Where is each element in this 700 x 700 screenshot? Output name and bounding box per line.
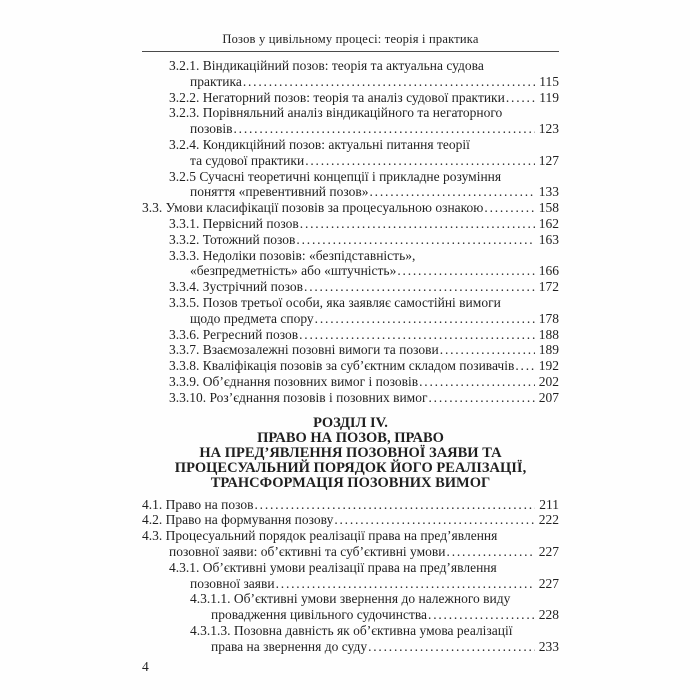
toc-entry-line: [142, 358, 559, 374]
toc-entry-line: [142, 390, 559, 406]
page-content: [142, 32, 559, 675]
toc-entry: [142, 623, 559, 655]
toc-page-number: 227: [538, 575, 559, 591]
toc-entry-text: 3.2.2. Негаторний позов: теорія та аналіз судової практики: [169, 89, 505, 105]
toc-entry-line: [142, 200, 559, 216]
toc-page-number: 133: [538, 184, 559, 200]
dot-leader: [300, 216, 535, 232]
toc-entry-text: 4.2. Право на формування позову: [142, 512, 334, 528]
toc-entry-line: [142, 216, 559, 232]
toc-entry-text: 3.3.6. Регресний позов: [169, 326, 299, 342]
toc-entry: [142, 528, 559, 560]
toc-page-number: 172: [538, 279, 559, 295]
toc-entry-line: [142, 342, 559, 358]
toc-entry: [142, 200, 559, 216]
toc-entry: [142, 58, 559, 90]
dot-leader: [304, 279, 535, 295]
toc-entry-text: «безпредметність» або «штучність»: [190, 263, 397, 279]
toc-entry-text: позовів: [190, 121, 233, 137]
toc-entry-line: [142, 137, 559, 153]
toc-entry: [142, 327, 559, 343]
toc-entry-line: [142, 311, 559, 327]
dot-leader: [397, 263, 534, 279]
toc-entry: [142, 105, 559, 137]
toc-entry: [142, 497, 559, 513]
toc-page-number: 119: [539, 89, 559, 105]
toc-entry-line: [142, 248, 559, 264]
toc-entry: [142, 232, 559, 248]
chapter-heading: [142, 416, 559, 492]
chapter-heading-line: ПРОЦЕСУАЛЬНИЙ ПОРЯДОК ЙОГО РЕАЛІЗАЦІЇ,: [174, 460, 527, 477]
table-of-contents: [142, 58, 559, 655]
toc-entry-text: 3.3.7. Взаємозалежні позовні вимоги та позови: [169, 342, 439, 358]
chapter-heading-line: НА ПРЕД’ЯВЛЕННЯ ПОЗОВНОЇ ЗАЯВИ ТА: [199, 444, 502, 461]
toc-entry-text: 4.3.1.3. Позовна давність як об’єктивна умова реалізації: [190, 622, 513, 638]
toc-page-number: 163: [538, 231, 559, 247]
dot-leader: [334, 512, 534, 528]
toc-entry-line: [142, 374, 559, 390]
toc-entry-line: [142, 639, 559, 655]
toc-entry-line: [142, 512, 559, 528]
toc-entry-text: 3.3.3. Недоліки позовів: «безпідставність»,: [169, 247, 416, 263]
page-number-footer: 4: [142, 658, 149, 674]
toc-entry-text: 4.3.1.1. Об’єктивні умови звернення до належного виду: [190, 591, 511, 607]
toc-entry: [142, 90, 559, 106]
toc-entry-line: [142, 232, 559, 248]
dot-leader: [370, 184, 535, 200]
toc-entry: [142, 512, 559, 528]
toc-entry: [142, 374, 559, 390]
toc-entry: [142, 560, 559, 592]
chapter-heading-line: ТРАНСФОРМАЦІЯ ПОЗОВНИХ ВИМОГ: [210, 475, 491, 492]
toc-entry-line: [142, 327, 559, 343]
toc-entry-text: 3.3.8. Кваліфікація позовів за суб’єктним складом позивачів: [169, 358, 515, 374]
chapter-heading-line: ПРАВО НА ПОЗОВ, ПРАВО: [257, 429, 444, 446]
toc-entry-text: 3.3.10. Роз’єднання позовів і позовних вимог: [169, 389, 428, 405]
dot-leader: [419, 374, 535, 390]
dot-leader: [447, 544, 535, 560]
toc-page-number: 127: [538, 152, 559, 168]
toc-page-number: 233: [538, 638, 559, 654]
toc-page-number: 188: [538, 326, 559, 342]
toc-entry-text: 3.3.4. Зустрічний позов: [169, 279, 304, 295]
toc-page-number: 115: [539, 73, 559, 89]
header-rule: [142, 51, 559, 52]
dot-leader: [440, 342, 535, 358]
toc-entry-line: [142, 90, 559, 106]
toc-entry-text: та судової практики: [190, 152, 305, 168]
dot-leader: [296, 232, 534, 248]
toc-page-number: 178: [538, 310, 559, 326]
dot-leader: [506, 90, 535, 106]
toc-entry-text: практика: [190, 73, 242, 89]
toc-entry-text: 3.2.1. Віндикаційний позов: теорія та актуальна судова: [169, 58, 484, 73]
toc-entry: [142, 169, 559, 201]
toc-entry-text: 3.3.1. Первісний позов: [169, 215, 299, 231]
dot-leader: [233, 121, 534, 137]
toc-entry-text: провадження цивільного судочинства: [211, 607, 428, 623]
toc-page-number: 162: [538, 215, 559, 231]
toc-entry-line: [142, 184, 559, 200]
toc-page-number: 189: [538, 342, 559, 358]
dot-leader: [305, 153, 535, 169]
dot-leader: [515, 358, 534, 374]
toc-page-number: 202: [538, 373, 559, 389]
dot-leader: [429, 390, 535, 406]
toc-entry: [142, 216, 559, 232]
toc-page-number: 207: [538, 389, 559, 405]
toc-entry: [142, 390, 559, 406]
toc-entry-line: [142, 528, 559, 544]
toc-entry-line: [142, 295, 559, 311]
toc-page-number: 158: [538, 200, 559, 216]
toc-entry: [142, 137, 559, 169]
toc-page-number: 166: [538, 263, 559, 279]
toc-page-number: 222: [538, 512, 559, 528]
toc-entry-text: 3.2.3. Порівняльний аналіз віндикаційного та негаторного: [169, 105, 503, 121]
toc-entry-text: позовної заяви: об’єктивні та суб’єктивні умови: [169, 543, 446, 559]
toc-entry-line: [142, 58, 559, 74]
toc-entry-text: 3.3. Умови класифікації позовів за процесуальною ознакою: [142, 200, 484, 216]
toc-entry-text: 3.2.5 Сучасні теоретичні концепції і прикладне розуміння: [169, 168, 502, 184]
toc-entry-line: [142, 576, 559, 592]
dot-leader: [428, 607, 535, 623]
toc-entry: [142, 342, 559, 358]
toc-entry-line: [142, 623, 559, 639]
toc-entry-line: [142, 105, 559, 121]
toc-entry-line: [142, 497, 559, 513]
toc-entry-text: 3.3.2. Тотожний позов: [169, 231, 296, 247]
toc-entry-line: [142, 74, 559, 90]
dot-leader: [299, 327, 535, 343]
toc-entry-text: 4.3.1. Об’єктивні умови реалізації права на пред’явлення: [169, 559, 497, 575]
toc-entry-line: [142, 153, 559, 169]
dot-leader: [276, 576, 535, 592]
toc-entry-text: 3.2.4. Кондикційний позов: актуальні питання теорії: [169, 136, 470, 152]
dot-leader: [315, 311, 535, 327]
dot-leader: [484, 200, 534, 216]
toc-page-number: 192: [538, 358, 559, 374]
toc-page-number: 123: [538, 121, 559, 137]
toc-entry: [142, 358, 559, 374]
dot-leader: [243, 74, 535, 90]
chapter-heading-line: РОЗДІЛ IV.: [313, 414, 388, 431]
toc-page-number: 227: [538, 543, 559, 559]
toc-entry-text: позовної заяви: [190, 575, 275, 591]
dot-leader: [254, 497, 535, 513]
toc-entry: [142, 295, 559, 327]
toc-entry-line: [142, 560, 559, 576]
dot-leader: [368, 639, 535, 655]
toc-entry-line: [142, 169, 559, 185]
toc-entry-text: щодо предмета спору: [190, 310, 314, 326]
toc-entry: [142, 248, 559, 280]
toc-entry-text: 4.1. Право на позов: [142, 496, 254, 512]
toc-entry-text: 3.3.5. Позов третьої особи, яка заявляє самостійні вимоги: [169, 294, 501, 310]
toc-page-number: 211: [539, 496, 559, 512]
toc-entry: [142, 591, 559, 623]
toc-page-number: 228: [538, 607, 559, 623]
toc-entry-text: 4.3. Процесуальний порядок реалізації права на пред’явлення: [142, 528, 498, 544]
toc-entry-line: [142, 591, 559, 607]
toc-entry-line: [142, 263, 559, 279]
toc-entry-line: [142, 279, 559, 295]
running-header-title: Позов у цивільному процесі: теорія і практика: [222, 32, 479, 46]
toc-entry-line: [142, 121, 559, 137]
toc-entry-line: [142, 607, 559, 623]
toc-entry-text: поняття «превентивний позов»: [190, 184, 369, 200]
toc-entry-text: права на звернення до суду: [211, 638, 368, 654]
toc-entry-text: 3.3.9. Об’єднання позовних вимог і позовів: [169, 373, 419, 389]
toc-entry-line: [142, 544, 559, 560]
toc-entry: [142, 279, 559, 295]
